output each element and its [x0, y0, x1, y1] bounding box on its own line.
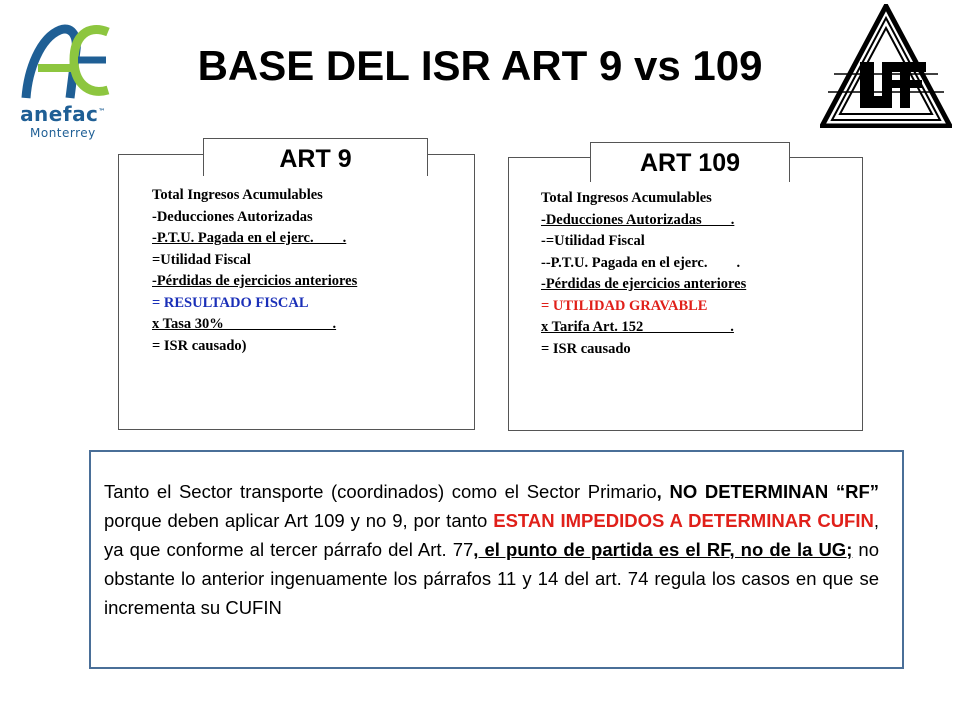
- art9-line-ptu: -P.T.U. Pagada en el ejerc. .: [152, 230, 347, 246]
- note-part: porque deben aplicar Art 109 y no 9, por tanto: [104, 510, 494, 531]
- note-part: no obstante lo anterior ingenuamente los párrafos 11 y 14 del art. 74 regula los casos en que se incrementa su CUFIN: [104, 539, 879, 618]
- art9-line-perdidas: -Pérdidas de ejercicios anteriores: [152, 273, 358, 289]
- art109-line-ptu: --P.T.U. Pagada en el ejerc. .: [541, 254, 741, 271]
- art9-line-isr-causado: = ISR causado): [152, 337, 247, 354]
- note-part: Tanto el Sector transporte (coordinados) como el Sector Primario: [104, 481, 657, 502]
- art109-tab: ART 109: [590, 142, 790, 182]
- art109-line-utilidad-gravable: = UTILIDAD GRAVABLE: [541, 297, 708, 314]
- art9-tab: ART 9: [203, 138, 428, 176]
- art109-line-ingresos: Total Ingresos Acumulables: [541, 190, 712, 206]
- note-part: , ya que conforme al tercer párrafo del Art. 77: [104, 510, 880, 560]
- anefac-wordmark: anefac™: [20, 102, 106, 126]
- art109-calculation: [541, 188, 746, 360]
- anefac-symbol-icon: [18, 20, 113, 100]
- art109-line-isr-causado: = ISR causado: [541, 340, 631, 357]
- note-text: [104, 477, 879, 622]
- art9-line-utilidad-fiscal: =Utilidad Fiscal: [152, 251, 251, 268]
- anefac-logo: [8, 20, 118, 140]
- page-title: BASE DEL ISR ART 9 vs 109: [197, 42, 763, 89]
- art9-line-tasa: x Tasa 30% .: [152, 316, 337, 332]
- triangle-logo-icon: [820, 4, 952, 128]
- art9-line-resultado-fiscal: = RESULTADO FISCAL: [152, 294, 309, 311]
- note-part-bold: , el punto de partida es e: [473, 539, 696, 560]
- note-part-bold: , NO DETERMINAN “RF”: [656, 481, 879, 502]
- art109-line-perdidas: -Pérdidas de ejercicios anteriores: [541, 276, 747, 292]
- art109-line-utilidad-fiscal: -=Utilidad Fiscal: [541, 233, 645, 249]
- art109-line-tarifa: x Tarifa Art. 152 .: [541, 319, 734, 335]
- art9-calculation: [152, 185, 357, 357]
- anefac-subtitle: Monterrey: [30, 126, 96, 140]
- art109-line-deducciones: -Deducciones Autorizadas .: [541, 211, 735, 228]
- art9-line-deducciones: -Deducciones Autorizadas: [152, 208, 313, 225]
- note-part-bold-underline: l RF, no de la UG;: [695, 539, 853, 560]
- note-part-red: ESTAN IMPEDIDOS A DETERMINAR CUFIN: [493, 510, 874, 531]
- art9-line-ingresos: Total Ingresos Acumulables: [152, 187, 323, 203]
